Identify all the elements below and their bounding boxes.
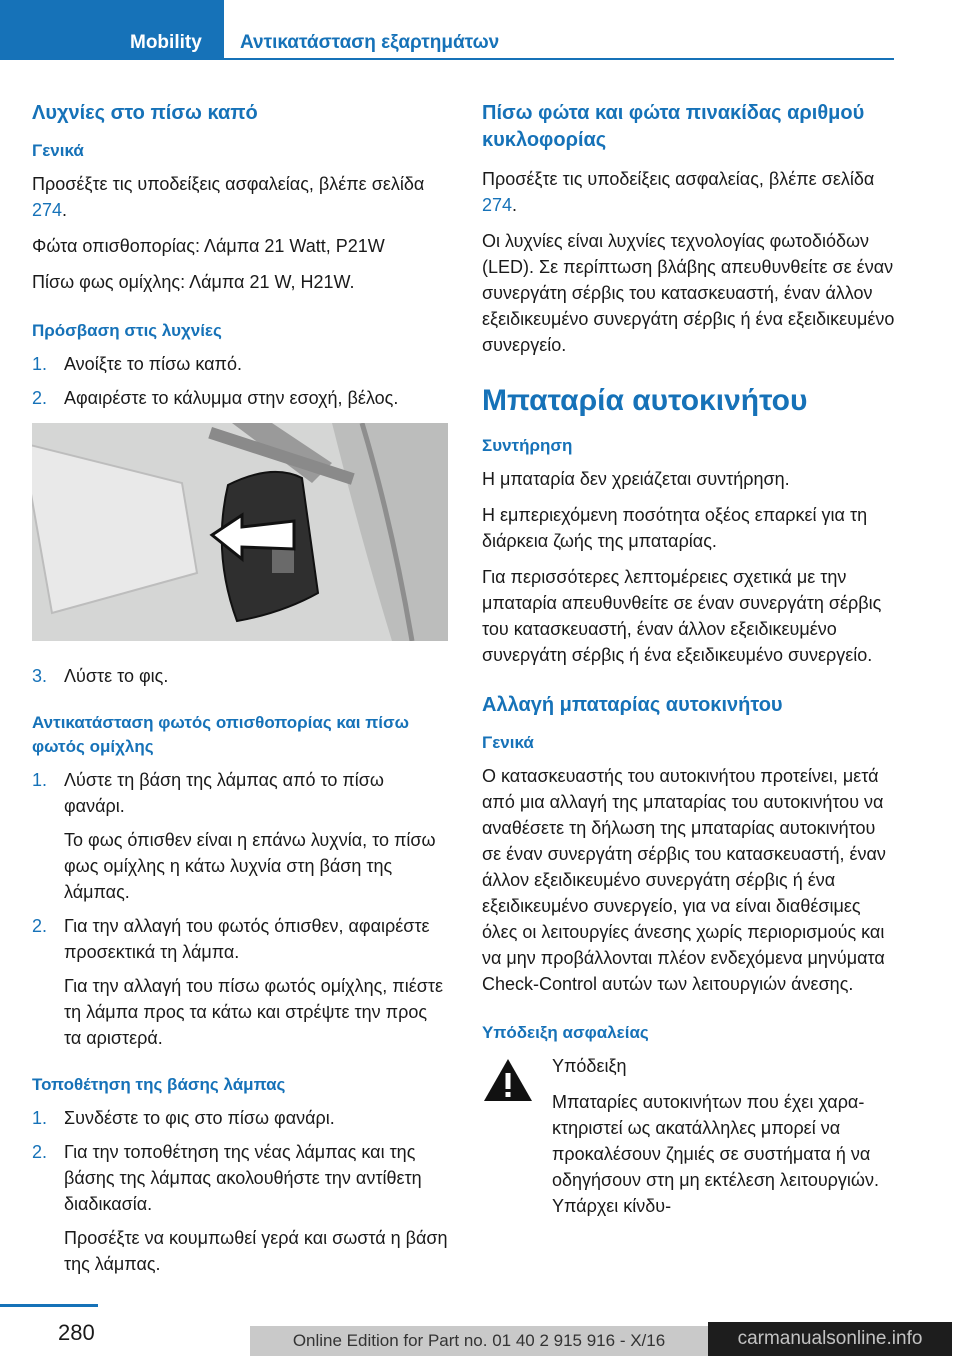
right-column [482,100,898,1229]
maintenance-p1: Η μπαταρία δεν χρειάζεται συντήρηση. [482,469,790,489]
list-item: 1. Ανοίξτε το πίσω καπό. [32,354,242,374]
replace-steps [32,767,448,1051]
edition-note: Online Edition for Part no. 01 40 2 915 916 - X/16 [250,1326,708,1356]
section-label: Αντικατάσταση εξαρτημάτων [240,32,500,53]
page-link[interactable]: 274 [32,200,63,220]
heading-battery-change: Αλλαγή μπαταρίας αυτοκινήτου [482,694,783,716]
section-tab [224,0,894,60]
page-number: 280 [58,1320,95,1345]
watermark: carmanualsonline.info [708,1322,952,1356]
heading-general: Γενικά [32,141,84,160]
access-steps-continued [32,663,448,689]
footer-rule [0,1304,98,1307]
safety-reference: Προσέξτε τις υποδείξεις ασφαλείας, βλέπε σελίδα 274. [32,174,425,220]
title-trunk-lamps: Λυχνίες στο πίσω καπό [32,102,258,124]
heading-maintenance: Συντήρηση [482,436,573,455]
warning-body: Μπαταρίες αυτοκινήτων που έχει χαρακτηριστεί ως ακατάλληλες μπορεί να προκαλέσουν ζημιές σε συστήματα ή να οδηγήσουν στη μη εκτέλεση λειτουργιών. Υπάρχει κίνδυ- [552,1092,879,1216]
heading-general: Γενικά [482,733,534,752]
access-steps [32,351,448,411]
warning-box [482,1053,898,1219]
maintenance-p2: Η εμπεριεχόμενη ποσότητα οξέος επαρκεί για τη διάρκεια ζωής της μπαταρίας. [482,505,868,551]
warning-triangle-icon [482,1057,534,1103]
list-item: 1. Συνδέστε το φις στο πίσω φανάρι. [32,1108,335,1128]
chapter-label: Mobility [130,32,202,53]
heading-install: Τοποθέτηση της βάσης λάμπας [32,1075,286,1094]
maintenance-p3: Για περισσότερες λεπτομέρειες σχετικά με την μπαταρία απευθυνθείτε σε έναν συνεργάτη σέρβις του κατασκευαστή, έναν άλλον εξειδικευμένο συνεργάτη σέρβις ή ένα εξειδικευμένο συνεργείο. [482,567,882,665]
title-vehicle-battery: Μπαταρία αυτοκινήτου [482,384,808,417]
list-item: 2. Για την τοποθέτηση της νέας λάμπας και της βάσης της λάμπας ακολουθήστε την αντίθετη διαδικασία. Προσέξτε να κουμπωθεί γερά και σωστά η βάση της λάμπας. [32,1142,448,1274]
install-steps [32,1105,448,1277]
list-item: 2. Αφαιρέστε το κάλυμμα στην εσοχή, βέλος. [32,388,399,408]
cover-arrow-illustration [32,423,448,641]
led-info: Οι λυχνίες είναι λυχνίες τεχνολογίας φωτοδιόδων (LED). Σε περίπτωση βλάβης απευθυνθείτε σε έναν συνεργάτη σέρβις του κατασκευαστή, έναν άλλον εξειδικευμένο συνεργάτη σέρβις ή ένα εξειδικευμένο συνεργείο. [482,231,895,355]
safety-reference: Προσέξτε τις υποδείξεις ασφαλείας, βλέπε σελίδα 274. [482,169,875,215]
heading-replace: Αντικατάσταση φωτός οπισθοπορίας και πίσω φωτός ομίχλης [32,713,409,756]
page-link[interactable]: 274 [482,195,513,215]
warning-title: Υπόδειξη [552,1056,627,1076]
battery-change-body: Ο κατασκευαστής του αυτοκινήτου προτείνει, μετά από μια αλλαγή της μπαταρίας του αυτοκινήτου να αναθέσετε τη δήλωση της μπαταρίας αυτοκινήτου σε έναν συνεργάτη σέρβις του κατασκευαστή, έναν άλλον εξειδικευμένο συνεργάτη σέρβις ή ένα εξειδικευμένο συνεργείο, για να είναι διαθέσιμες όλες οι λειτουργίες άνεσης χωρίς περιορισμούς και να μην προβάλλονται πλέον ενδεχόμενα μηνύματα Check-Control αυτών των λειτουργιών άνεσης. [482,766,886,994]
heading-tail-plate-lights: Πίσω φώτα και φώτα πινακίδας αριθμού κυκλοφορίας [482,102,865,151]
heading-access: Πρόσβαση στις λυχνίες [32,321,222,340]
chapter-tab [0,0,224,60]
list-item: 1. Λύστε τη βάση της λάμπας από το πίσω φανάρι. Το φως όπισθεν είναι η επάνω λυχνία, το πίσω φως ομίχλης η κάτω λυχνία στη βάση της λάμπας. [32,770,436,902]
list-item: 2. Για την αλλαγή του φωτός όπισθεν, αφαιρέστε προσεκτικά τη λάμπα. Για την αλλαγή του πίσω φωτός ομίχλης, πιέστε τη λάμπα προς τα κάτω και στρέψτε την προς τα αριστερά. [32,916,443,1048]
trunk-cover-illustration [32,423,448,641]
left-column [32,100,448,1285]
fog-lamp-spec: Πίσω φως ομίχλης: Λάμπα 21 W, H21W. [32,272,355,292]
heading-safety-note: Υπόδειξη ασφαλείας [482,1023,649,1042]
reverse-lamp-spec: Φώτα οπισθοπορίας: Λάμπα 21 Watt, P21W [32,236,385,256]
list-item: 3. Λύστε το φις. [32,666,169,686]
